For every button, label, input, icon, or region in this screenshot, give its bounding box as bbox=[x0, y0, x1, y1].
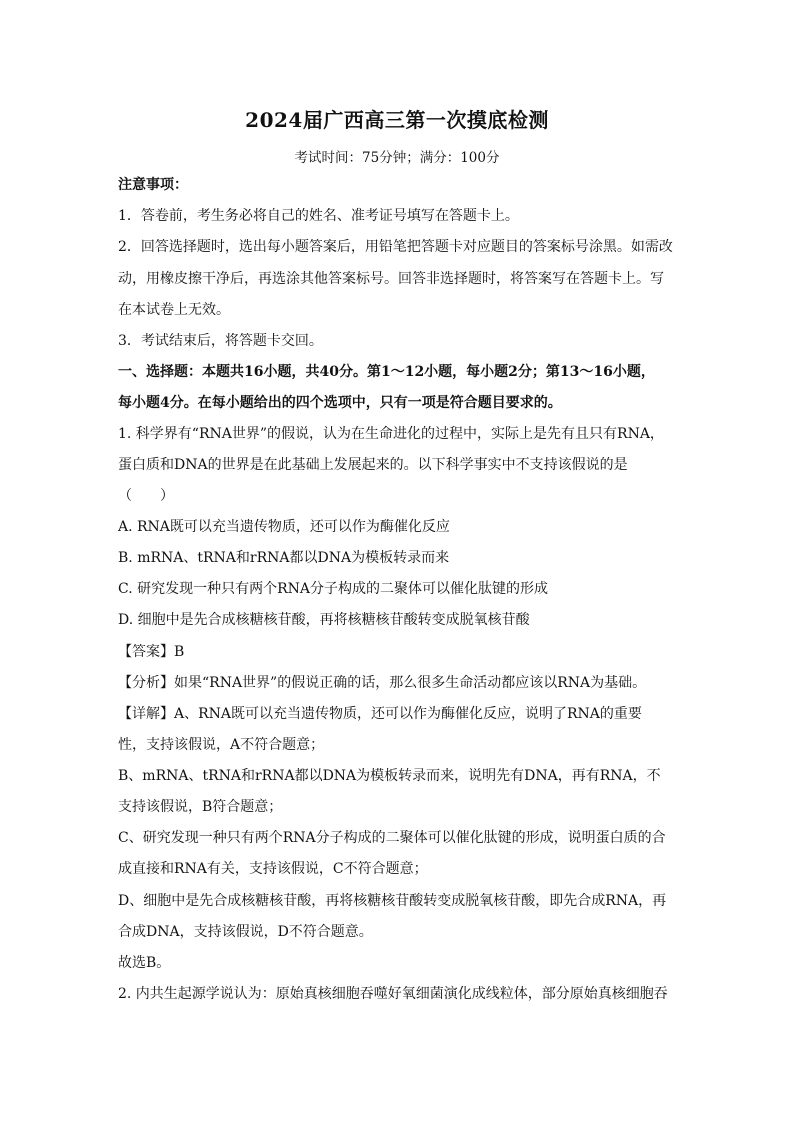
notice-item-1: 1．答卷前，考生务必将自己的姓名、准考证号填写在答题卡上。 bbox=[118, 208, 519, 224]
notice-item-3: 3．考试结束后，将答题卡交回。 bbox=[118, 333, 323, 349]
question-1-detail-a-line-2: 性，支持该假说，A不符合题意； bbox=[118, 737, 325, 753]
question-1-detail-a-line-1: 【详解】A、RNA既可以充当遗传物质，还可以作为酶催化反应，说明了RNA的重要 bbox=[118, 706, 642, 722]
question-1-detail-c-line-2: 成直接和RNA有关，支持该假说，C不符合题意； bbox=[118, 861, 428, 877]
question-1-option-c: C. 研究发现一种只有两个RNA分子构成的二聚体可以催化肽键的形成 bbox=[118, 581, 549, 597]
question-1-stem-line-2: 蛋白质和DNA的世界是在此基础上发展起来的。以下科学事实中不支持该假说的是 bbox=[118, 457, 628, 473]
question-1-option-d: D. 细胞中是先合成核糖核苷酸，再将核糖核苷酸转变成脱氧核苷酸 bbox=[118, 612, 530, 628]
exam-info: 考试时间：75分钟；满分：100分 bbox=[294, 150, 500, 166]
section-heading-line-2: 每小题4分。在每小题给出的四个选项中，只有一项是符合题目要求的。 bbox=[118, 395, 562, 411]
question-2-stem-line-1: 2. 内共生起源学说认为：原始真核细胞吞噬好氧细菌演化成线粒体，部分原始真核细胞吞 bbox=[118, 986, 668, 1002]
question-1-detail-d-line-2: 合成DNA，支持该假说，D不符合题意。 bbox=[118, 924, 373, 940]
question-1-detail-b-line-2: 支持该假说，B符合题意； bbox=[118, 799, 283, 815]
question-1-option-b: B. mRNA、tRNA和rRNA都以DNA为模板转录而来 bbox=[118, 550, 450, 566]
question-1-analysis: 【分析】如果“RNA世界”的假说正确的话，那么很多生命活动都应该以RNA为基础。 bbox=[118, 675, 647, 691]
notice-item-2-line-2: 动，用橡皮擦干净后，再选涂其他答案标号。回答非选择题时，将答案写在答题卡上。写 bbox=[118, 271, 664, 287]
question-1-detail-c-line-1: C、研究发现一种只有两个RNA分子构成的二聚体可以催化肽键的形成，说明蛋白质的合 bbox=[118, 830, 666, 846]
section-heading-line-1: 一、选择题：本题共16小题，共40分。第1～12小题，每小题2分；第13～16小题， bbox=[118, 364, 655, 380]
question-1-conclusion: 故选B。 bbox=[118, 955, 171, 971]
question-1-detail-d-line-1: D、细胞中是先合成核糖核苷酸，再将核糖核苷酸转变成脱氧核苷酸，即先合成RNA，再 bbox=[118, 893, 667, 909]
notice-heading: 注意事项： bbox=[118, 177, 188, 193]
question-1-detail-b-line-1: B、mRNA、tRNA和rRNA都以DNA为模板转录而来，说明先有DNA，再有RNA，不 bbox=[118, 768, 661, 784]
question-1-answer: 【答案】B bbox=[118, 644, 185, 660]
question-1-option-a: A. RNA既可以充当遗传物质，还可以作为酶催化反应 bbox=[118, 519, 450, 535]
notice-item-2-line-3: 在本试卷上无效。 bbox=[118, 302, 230, 318]
question-1-blank: （ ） bbox=[118, 488, 174, 504]
question-1-stem-line-1: 1. 科学界有“RNA世界”的假说，认为在生命进化的过程中，实际上是先有且只有RNA， bbox=[118, 426, 664, 442]
notice-item-2-line-1: 2．回答选择题时，选出每小题答案后，用铅笔把答题卡对应题目的答案标号涂黑。如需改 bbox=[118, 239, 673, 255]
page-title: 2024届广西高三第一次摸底检测 bbox=[245, 108, 549, 132]
